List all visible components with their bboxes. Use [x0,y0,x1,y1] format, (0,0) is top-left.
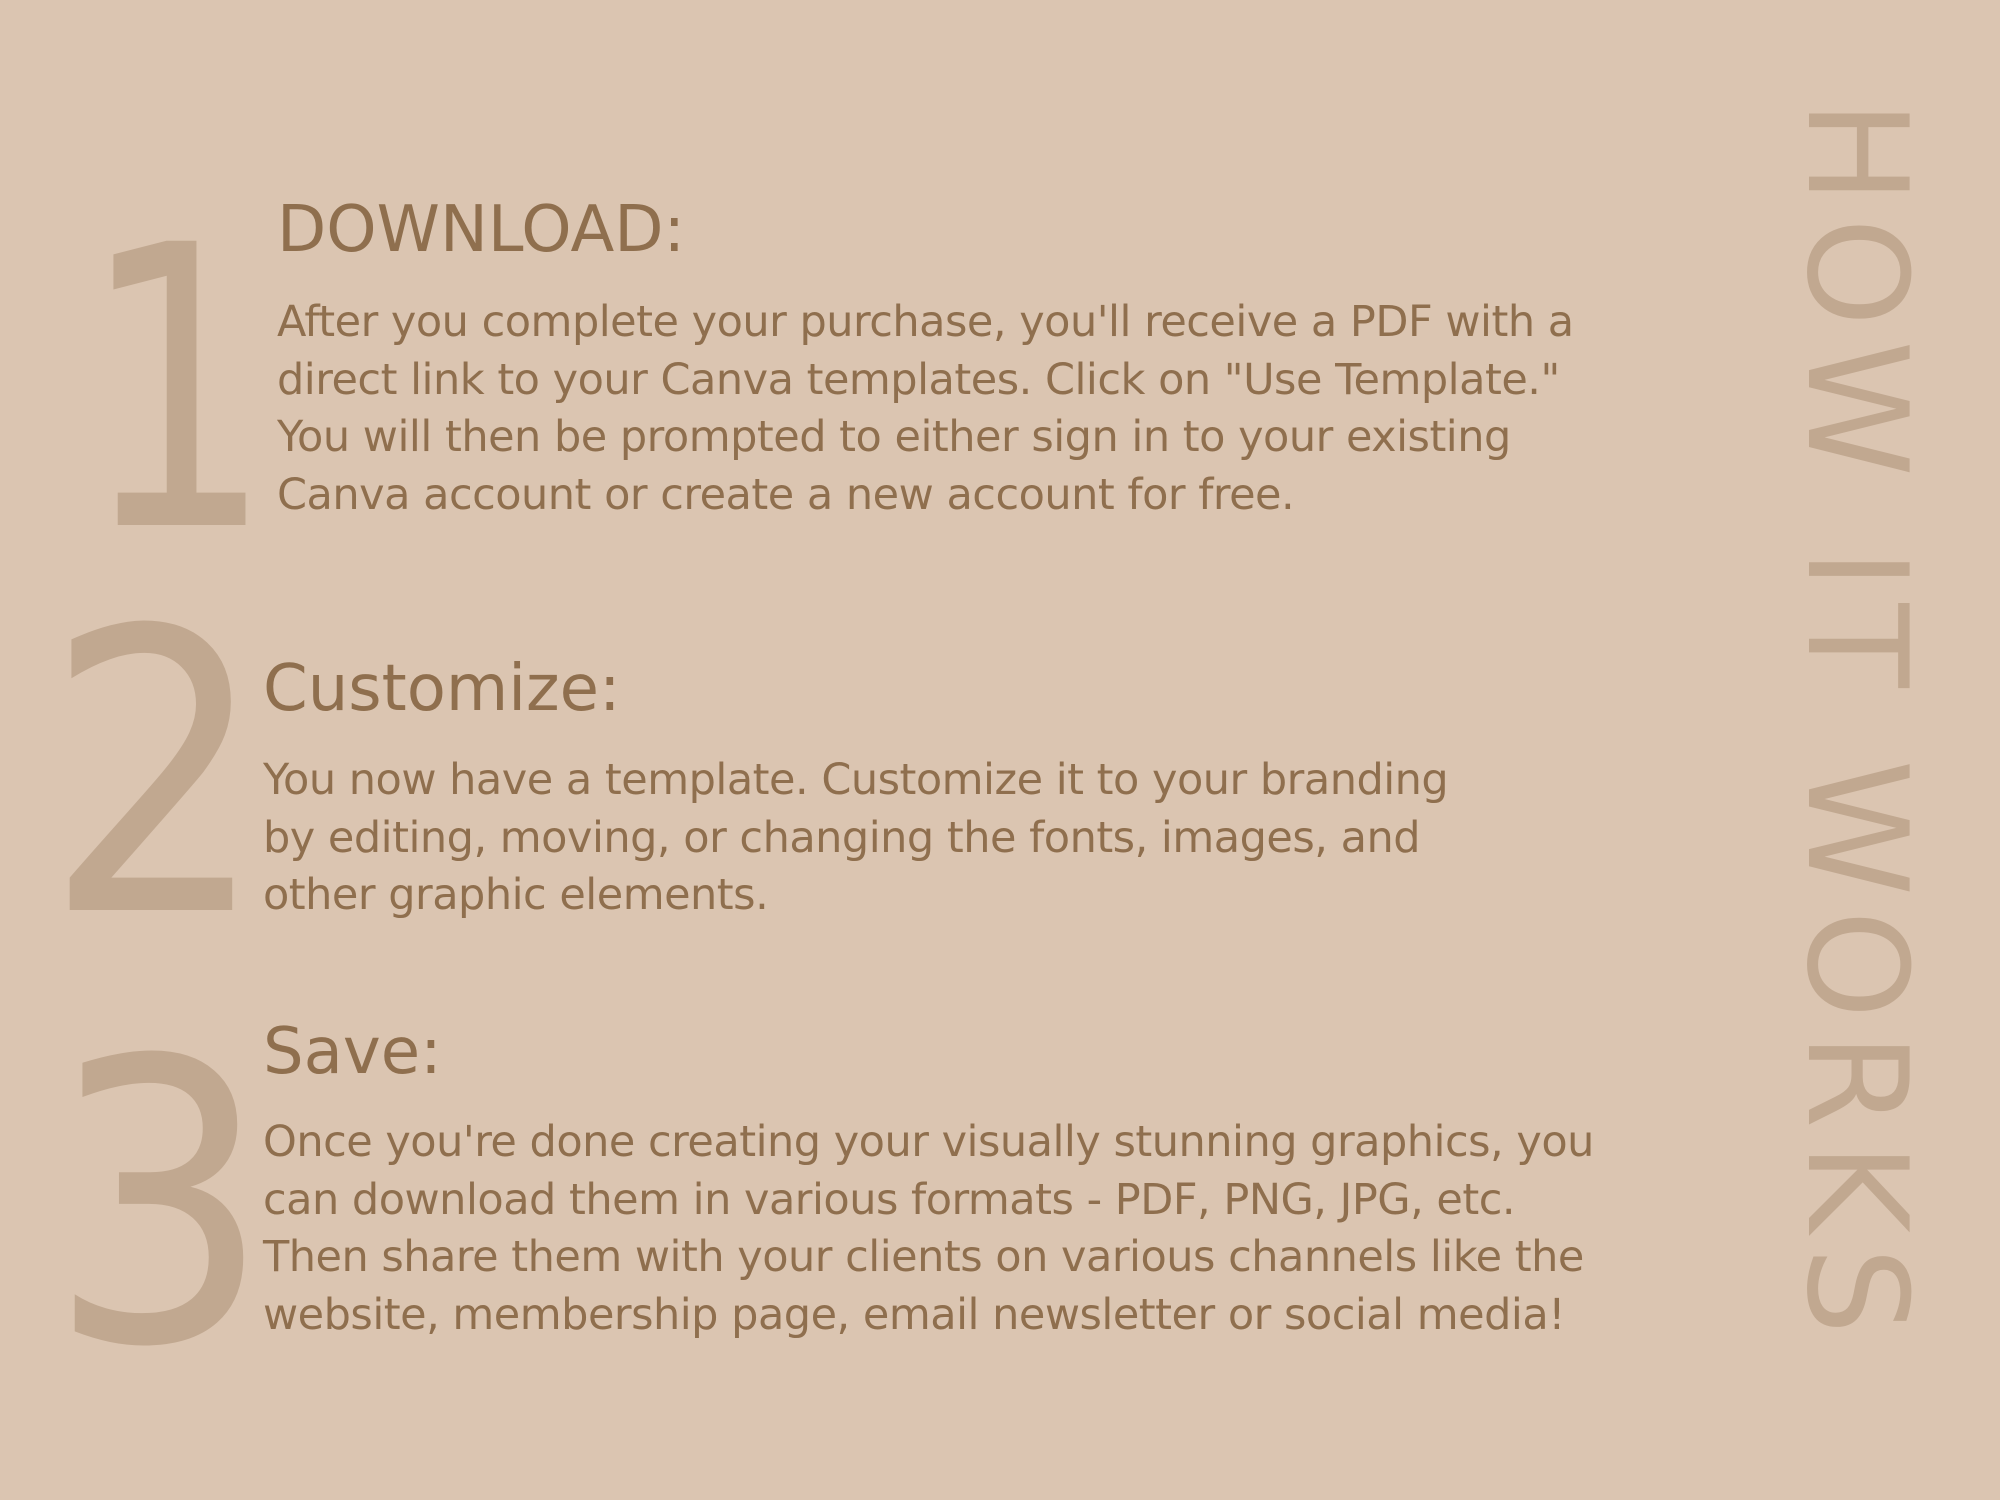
step-3-description: Once you're done creating your visually stunning graphics, you can download them in various formats - PDF, PNG, JPG, etc. Then share them with your clients on various channels like the website, membership page, email newsletter or social media! [263,1117,1594,1340]
step-2-number: 2 [44,548,262,1002]
step-1-description: After you complete your purchase, you'll receive a PDF with a direct link to your Canva templates. Click on "Use Template." You will then be prompted to either sign in to your existing Canva account or create a new account for free. [277,297,1574,520]
step-1-number: 1 [80,163,269,617]
step-2-title: Customize: [263,652,621,726]
step-3-title: Save: [263,1015,442,1089]
step-3-number: 3 [48,978,266,1432]
how-it-works-heading: HOW IT WORKS [1776,100,1937,1349]
step-2-description: You now have a template. Customize it to your branding by editing, moving, or changing the fonts, images, and other graphic elements. [263,755,1449,920]
step-1-title: DOWNLOAD: [277,193,686,267]
